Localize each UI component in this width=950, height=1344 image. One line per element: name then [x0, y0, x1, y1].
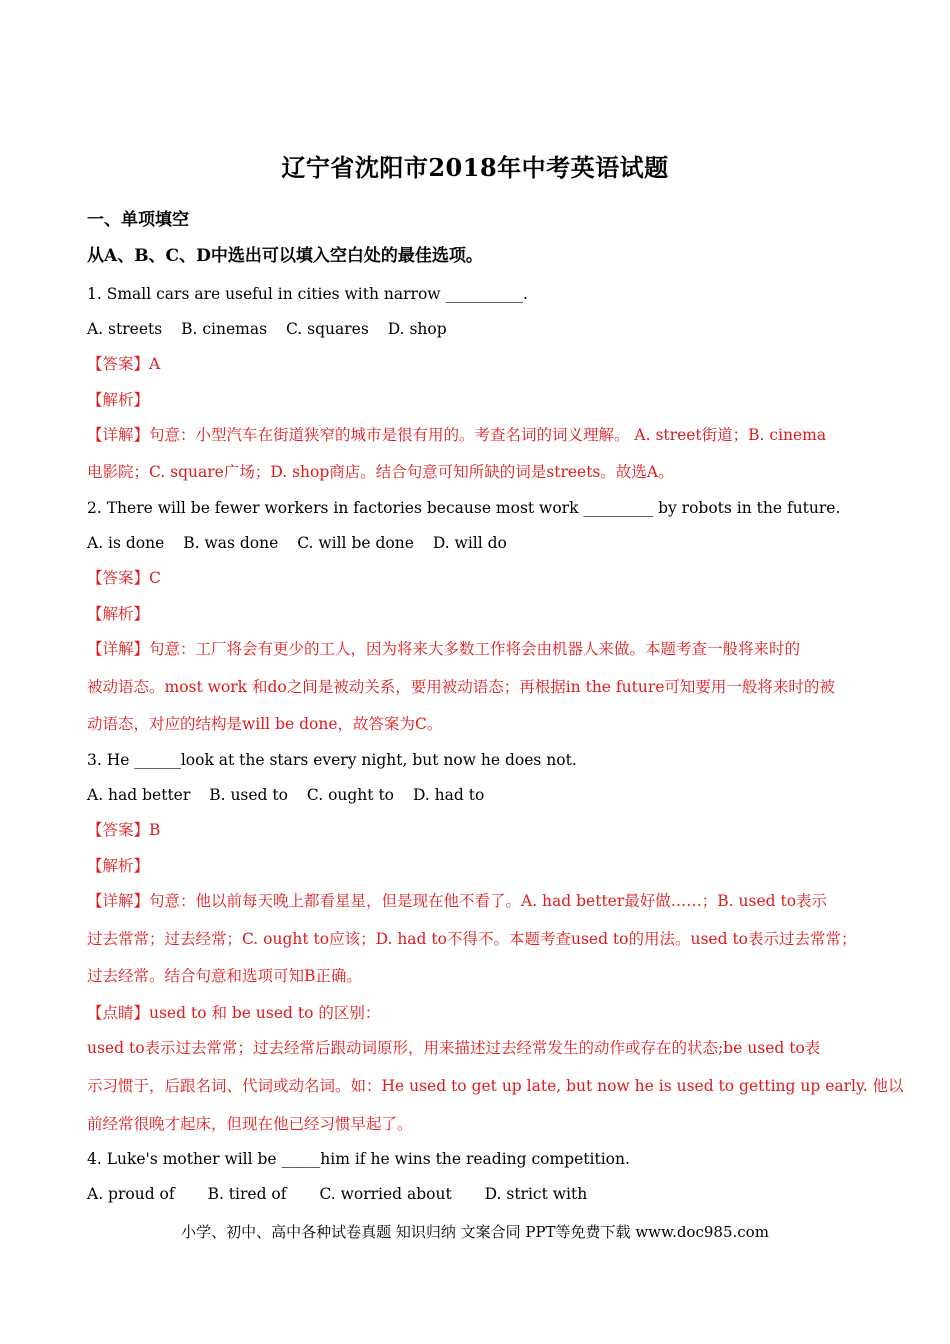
q3-options	[87, 785, 498, 805]
q3-answer: 【答案】B	[87, 821, 161, 839]
q2-option-d: D. will do	[432, 534, 507, 552]
q1-analysis: 【解析】	[87, 391, 150, 409]
q2-option-b: B. was done	[183, 534, 279, 552]
q3-option-a: A. had better	[87, 786, 191, 804]
q3-tip-line: used to表示过去常常；过去经常后跟动词原形，用来描述过去经常发生的动作或存在的状态;be used to表	[87, 1039, 821, 1057]
q3-detail-line: 过去常常；过去经常；C. ought to应该；D. had to不得不。本题考查used to的用法。used to表示过去常常；	[87, 930, 857, 948]
q2-option-a: A. is done	[87, 534, 165, 552]
q1-detail-line: 【详解】句意：小型汽车在街道狭窄的城市是很有用的。考查名词的词义理解。 A. street街道；B. cinema	[87, 426, 827, 444]
q1-answer: 【答案】A	[87, 355, 161, 373]
section-heading: 一、单项填空	[87, 210, 189, 230]
q3-option-b: B. used to	[209, 786, 288, 804]
q4-option-c: C. worried about	[319, 1185, 452, 1203]
q2-options	[87, 533, 521, 553]
q3-option-d: D. had to	[412, 786, 485, 804]
section-instruction: 从A、B、C、D中选出可以填入空白处的最佳选项。	[87, 246, 483, 266]
q4-option-d: D. strict with	[484, 1185, 588, 1203]
q3-tip-label: 【点睛】used to 和 be used to 的区别：	[87, 1004, 381, 1022]
q2-answer: 【答案】C	[87, 569, 161, 587]
q3-stem: 3. He ______look at the stars every night, but now he does not.	[87, 751, 577, 769]
q1-stem: 1. Small cars are useful in cities with narrow __________.	[87, 285, 528, 303]
page-title: 辽宁省沈阳市2018年中考英语试题	[281, 153, 669, 182]
q3-detail-line: 过去经常。结合句意和选项可知B正确。	[87, 967, 362, 985]
page-footer: 小学、初中、高中各种试卷真题 知识归纳 文案合同 PPT等免费下载 www.doc985.com	[181, 1223, 769, 1241]
q1-option-d: D. shop	[387, 320, 447, 338]
q3-tip-line: 示习惯于，后跟名词、代词或动名词。如：He used to get up late, but now he is used to getting up early. 他以	[87, 1077, 904, 1095]
q4-stem: 4. Luke's mother will be _____him if he wins the reading competition.	[87, 1150, 630, 1168]
q2-analysis: 【解析】	[87, 605, 150, 623]
q2-option-c: C. will be done	[297, 534, 414, 552]
q2-stem: 2. There will be fewer workers in factories because most work _________ by robots in the future.	[87, 499, 841, 517]
q3-detail-line: 【详解】句意：他以前每天晚上都看星星，但是现在他不看了。A. had better最好做……；B. used to表示	[87, 892, 828, 910]
q1-option-b: B. cinemas	[181, 320, 268, 338]
q1-option-c: C. squares	[285, 320, 369, 338]
q3-option-c: C. ought to	[306, 786, 395, 804]
q2-detail-line: 动语态，对应的结构是will be done，故答案为C。	[87, 715, 443, 733]
q4-option-b: B. tired of	[207, 1185, 287, 1203]
q3-analysis: 【解析】	[87, 857, 150, 875]
q1-detail-line: 电影院；C. square广场；D. shop商店。结合句意可知所缺的词是streets。故选A。	[87, 463, 674, 481]
q2-detail-line: 【详解】句意：工厂将会有更少的工人，因为将来大多数工作将会由机器人来做。本题考查一般将来时的	[87, 640, 801, 658]
q2-detail-line: 被动语态。most work 和do之间是被动关系，要用被动语态；再根据in the future可知要用一般将来时的被	[87, 678, 835, 696]
q1-option-a: A. streets	[87, 320, 163, 338]
q4-options	[87, 1184, 601, 1204]
q3-tip-line: 前经常很晚才起床，但现在他已经习惯早起了。	[87, 1115, 413, 1133]
q4-option-a: A. proud of	[87, 1185, 175, 1203]
q1-options	[87, 319, 461, 339]
